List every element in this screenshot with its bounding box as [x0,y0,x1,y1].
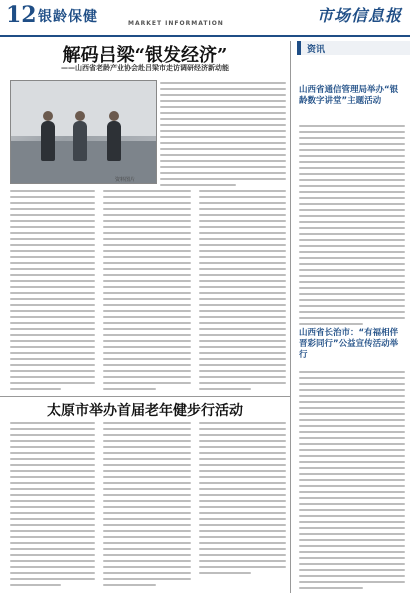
text-placeholder [10,422,95,586]
bottom-column-3 [199,422,286,578]
section-name: 银龄保健 [38,9,98,25]
lead-column-1 [10,190,95,394]
masthead-logo: 市场信息报 [316,6,402,25]
text-placeholder [199,190,286,390]
sidebar-story1-body [299,125,405,329]
sidebar-tag-label: 资讯 [307,45,326,55]
sidebar-story2-body [299,371,405,593]
bottom-column-1 [10,422,95,590]
masthead-english: MARKET INFORMATION [128,20,224,27]
photo-person [73,121,87,161]
lead-headline: 解码吕梁“银发经济” [62,45,228,66]
section-divider [0,396,290,397]
page-header [0,0,410,38]
photo-person-head [43,111,53,121]
lead-column-2 [103,190,191,394]
lead-column-3 [199,190,286,394]
text-placeholder [299,371,405,589]
header-rule [0,35,410,37]
page-number: 12 [6,2,37,28]
sidebar-story2-title: 山西省长治市：“有福相伴晋彩同行”公益宣传活动举行 [299,328,399,360]
lead-subheadline: ——山西省老龄产业协会赴吕梁市走访调研经济新动能 [61,64,229,72]
bottom-column-2 [103,422,191,590]
photo-person-head [109,111,119,121]
photo-person [41,121,55,161]
text-placeholder [103,190,191,390]
lead-column-right-of-photo [160,82,286,190]
text-placeholder [103,422,191,586]
text-placeholder [299,125,405,325]
text-placeholder [10,190,95,390]
news-sidebar [290,41,410,593]
text-placeholder [160,82,286,186]
photo-credit: 资料图片 [115,177,136,183]
text-placeholder [199,422,286,574]
photo-person [107,121,121,161]
sidebar-tag [297,41,410,55]
bottom-headline: 太原市举办首届老年健步行活动 [47,403,243,419]
photo-person-head [75,111,85,121]
lead-photo [10,80,157,184]
sidebar-story1-title: 山西省通信管理局举办“银龄数字讲堂”主题活动 [299,85,399,106]
